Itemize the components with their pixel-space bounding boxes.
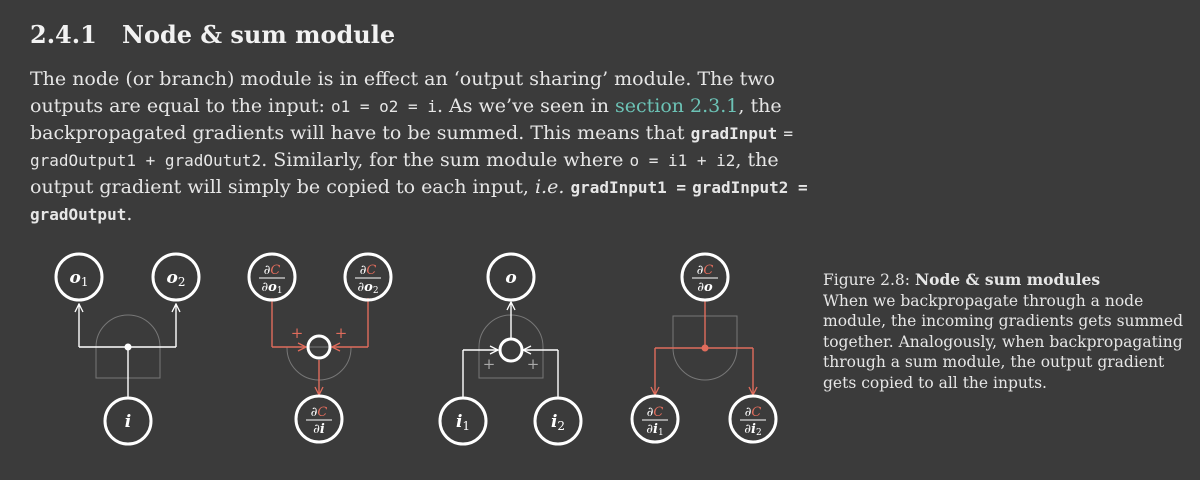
- figure-caption: [823, 270, 1188, 393]
- code-node-eq: o1 = o2 = i: [330, 97, 437, 116]
- frac-denominator: ∂i: [313, 422, 325, 437]
- plus-sign: +: [482, 355, 496, 373]
- label-i2: i2: [550, 412, 566, 433]
- para-text-7: .: [126, 203, 133, 225]
- frac-denominator: ∂o: [697, 280, 713, 295]
- frac-denominator: ∂o2: [357, 280, 379, 296]
- code-gradoutput-sum: = gradOutput1 + gradOutut2: [30, 124, 793, 170]
- label-o2: o2: [166, 268, 186, 289]
- label-i1: i1: [455, 412, 471, 433]
- label-o1: o1: [69, 268, 89, 289]
- para-text-5: , the output gradient will simply be copied to each input,: [30, 149, 779, 198]
- plus-sign: +: [290, 324, 304, 342]
- label-o: o: [505, 268, 517, 288]
- para-text-2: . As we’ve seen in: [436, 95, 615, 117]
- caption-text: When we backpropagate through a node module, the incoming gradients gets summed together. Analogously, when backpropagating through a sum module, the output gradient gets copied to all the inputs.: [823, 291, 1184, 392]
- frac-numerator: ∂C: [310, 405, 328, 420]
- para-text-1: The node (or branch) module is in effect an ‘output sharing’ module. The two outputs are equal to the input:: [30, 68, 775, 117]
- split-dot: [702, 345, 709, 352]
- section-title: Node & sum module: [122, 20, 396, 49]
- code-sum-eq: o = i1 + i2: [629, 151, 736, 170]
- branch-dot: [125, 344, 132, 351]
- section-link[interactable]: section 2.3.1: [614, 95, 739, 117]
- node-forward-diagram: [56, 254, 199, 444]
- code-gradinput2: gradInput2 = gradOutput: [30, 178, 808, 224]
- para-text-3: , the backpropagated gradients will have to be summed. This means that: [30, 95, 782, 144]
- body-paragraph: [30, 66, 810, 228]
- caption-title: Node & sum modules: [914, 270, 1101, 289]
- section-heading: [30, 20, 395, 49]
- frac-numerator: ∂C: [359, 263, 377, 278]
- frac-numerator: ∂C: [646, 405, 664, 420]
- code-gradinput1: gradInput1 =: [570, 178, 687, 197]
- section-number: 2.4.1: [30, 20, 97, 49]
- frac-numerator: ∂C: [696, 263, 714, 278]
- node-sum-figure: [0, 240, 800, 480]
- frac-numerator: ∂C: [744, 405, 762, 420]
- plus-sign: +: [334, 324, 348, 342]
- plus-sign: +: [526, 355, 540, 373]
- sum-backward-diagram: [632, 254, 776, 442]
- frac-denominator: ∂i1: [646, 422, 664, 438]
- frac-denominator: ∂o1: [261, 280, 283, 296]
- caption-label: Figure 2.8:: [823, 271, 915, 289]
- para-text-4: . Similarly, for the sum module where: [261, 149, 630, 171]
- sum-forward-diagram: [440, 254, 581, 444]
- ie-text: i.e.: [534, 176, 565, 198]
- code-gradinput: gradInput: [690, 124, 778, 143]
- frac-denominator: ∂i2: [744, 422, 762, 438]
- frac-numerator: ∂C: [263, 263, 281, 278]
- node-backward-diagram: [249, 254, 391, 442]
- sum-circle: [500, 339, 522, 361]
- label-i: i: [124, 412, 132, 432]
